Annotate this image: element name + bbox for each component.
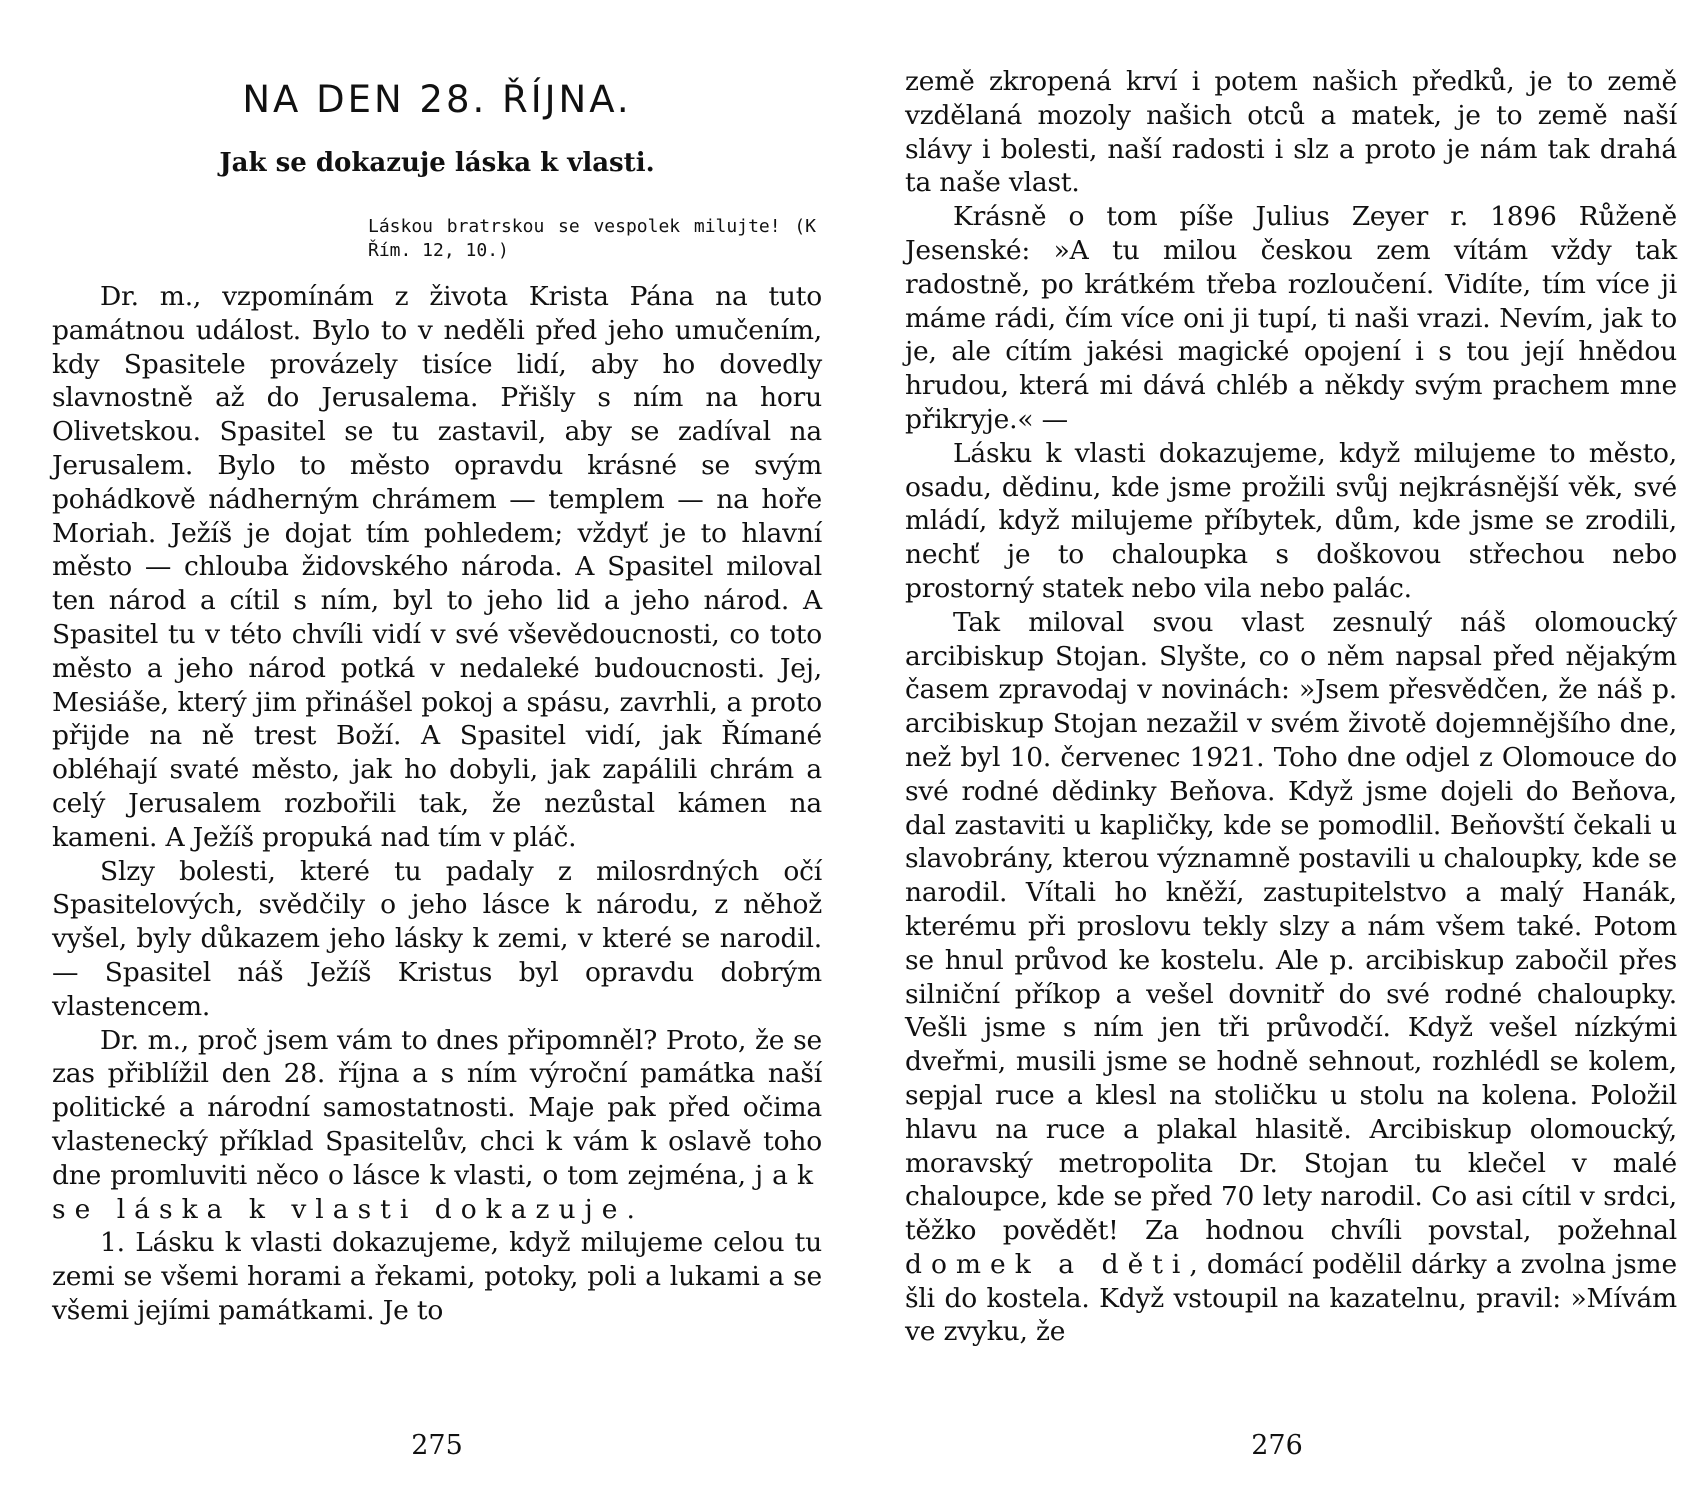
paragraph-text: Tak miloval svou vlast zesnulý náš olomoucký arcibiskup Stojan. Slyšte, co o něm napsal před nějakým časem zpravodaj v novinách: »Jsem přesvědčen, že náš p. arcibiskup Stojan nezažil v svém životě dojemnějšího dne, než byl 10. červenec 1921. Toho dne odjel z Olomouce do své rodné dědinky Beňova. Když jsme dojeli do Beňova, dal zastaviti u kapličky, kde se pomodlil. Beňovští čekali u slavobrány, kterou významně postavili u chaloupky, kde se narodil. Vítali ho kněží, zastupitelstvo a malý Hanák, kterému při proslovu tekly slzy a nám všem také. Potom se hnul průvod ke kostelu. Ale p. arcibiskup zabočil přes silniční příkop a vešel dovnitř do své rodné chaloupky. Vešli jsme s ním jen tři průvodčí. Když vešel nízkými dveřmi, musili jsme se hodně sehnout, rozhlédl se kolem, sepjal ruce a klesl na stoličku u stolu na kolena. Položil hlavu na ruce a plakal hlasitě. Arcibiskup olomoucký, moravský metropolita Dr. Stojan tu klečel v malé chaloupce, kde se před 70 lety narodil. Co asi cítil v srdci, těžko povědět! Za hodnou chvíli povstal, požehnal	[905, 606, 1677, 1247]
chapter-title: NA DEN 28. ŘÍJNA.	[242, 78, 632, 121]
left-body-text	[52, 280, 822, 1328]
paragraph-text: Dr. m., proč jsem vám to dnes připomněl? Proto, že se zas přiblížil den 28. října a s ním výroční památka naší politické a národní samostatnosti. Maje pak před očima vlastenecký příklad Spasitelův, chci k vám k oslavě toho dne promluviti něco o lásce k vlasti, o tom zejména,	[52, 1024, 822, 1191]
paragraph: 1. Lásku k vlasti dokazujeme, když milujeme celou tu zemi se všemi horami a řekami, potoky, poli a lukami a se všemi jejími památkami. Je to	[52, 1227, 822, 1326]
emphasized-text: domek a děti	[905, 1248, 1190, 1280]
paragraph: Dr. m., vzpomínám z života Krista Pána na tuto památnou událost. Bylo to v neděli před jeho umučením, kdy Spasitele provázely tisíce lidí, aby ho dovedly slavnostně až do Jerusalema. Přišly s ním na horu Olivetskou. Spasitel se tu zastavil, aby se zadíval na Jerusalem. Bylo to město opravdu krásné se svým pohádkově nádherným chrámem — templem — na hoře Moriah. Ježíš je dojat tím pohledem; vždyť je to hlavní město — chlouba židovského národa. A Spasitel miloval ten národ a cítil s ním, byl to jeho lid a jeho národ. A Spasitel tu v této chvíli vidí v své vševědoucnosti, co toto město a jeho národ potká v nedaleké budoucnosti. Jej, Mesiáše, který jim přinášel pokoj a spásu, zavrhli, a proto přijde na ně trest Boží. A Spasitel vidí, jak Římané obléhají svaté město, jak ho dobyli, jak zapálili chrám a celý Jerusalem rozbořili tak, že nezůstal kámen na kameni. A Ježíš propuká nad tím v pláč.	[52, 281, 822, 853]
right-body-text	[905, 65, 1677, 1349]
paragraph-text: , domácí podělil dárky a zvolna jsme šli do kostela. Když vstoupil na kazatelnu, pravil: »Mívám ve zvyku, že	[905, 1248, 1677, 1348]
left-page	[52, 0, 822, 1500]
emphasized-text: jak se láska k vlasti dokazuje	[52, 1159, 822, 1225]
paragraph	[905, 606, 1677, 1350]
paragraph: Lásku k vlasti dokazujeme, když milujeme to město, osadu, dědinu, kde jsme prožili svůj nejkrásnější věk, své mládí, když milujeme příbytek, dům, kde jsme se zrodili, nechť je to chaloupka s doškovou střechou nebo prostorný statek nebo vila nebo palác.	[905, 437, 1677, 604]
epigraph: Láskou bratrskou se vespolek milujte! (K Řím. 12, 10.)	[368, 216, 816, 261]
right-page	[905, 0, 1677, 1500]
paragraph-text: .	[626, 1193, 635, 1225]
paragraph: Krásně o tom píše Julius Zeyer r. 1896 Růženě Jesenské: »A tu milou českou zem vítám vždy tak radostně, po krátkém třeba rozloučení. Vidíte, tím více ji máme rádi, čím více oni ji tupí, ti naši vrazi. Nevím, jak to je, ale cítím jakési magické opojení i s tou její hnědou hrudou, která mi dává chléb a někdy svým prachem mne přikryje.« —	[905, 201, 1677, 435]
paragraph	[52, 1024, 822, 1227]
page-number: 276	[1251, 1430, 1303, 1461]
page-number: 275	[411, 1430, 463, 1461]
chapter-subtitle: Jak se dokazuje láska k vlasti.	[219, 148, 655, 178]
paragraph: země zkropená krví i potem našich předků, je to země vzdělaná mozoly našich otců a matek, je to země naší slávy i bolesti, naší radosti i slz a proto je nám tak drahá ta naše vlast.	[905, 66, 1677, 199]
paragraph: Slzy bolesti, které tu padaly z milosrdných očí Spasitelových, svědčily o jeho lásce k národu, z něhož vyšel, byly důkazem jeho lásky k zemi, v které se narodil. — Spasitel náš Ježíš Kristus byl opravdu dobrým vlastencem.	[52, 855, 822, 1022]
